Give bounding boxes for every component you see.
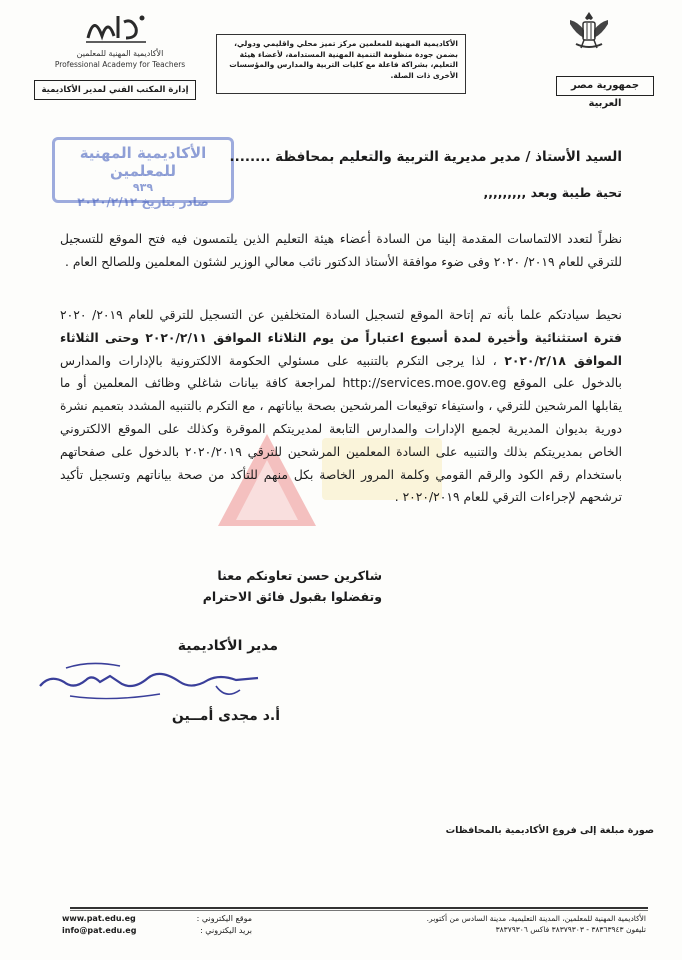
- closing-thanks: شاكرين حسن تعاونكم معنا: [217, 568, 382, 583]
- paragraph-1: نظراً لتعدد الالتماسات المقدمة إلينا من السادة أعضاء هيئة التعليم الذين يلتمسون فيه فتح الموقع للتسجيل للترقي للعام ٢٠١٩/ ٢٠٢٠ وفى ضوء موافقة الأستاذ الدكتور نائب معالي الوزير لشئون المعلمين وللصالح العام .: [60, 232, 622, 269]
- paragraph-2-intro: نحيط سيادتكم علما بأنه تم إتاحة الموقع لتسجيل السادة المتخلفين عن التسجيل للترقي للعام ٢٠١٩/ ٢٠٢٠: [60, 308, 622, 322]
- academy-mission-box: الأكاديمية المهنية للمعلمين مركز تميز محلي واقليمي ودولي، بضمن جودة منظومة التنمية المهنية المستدامة، لأعضاء هيئة التعليم، بشراكة فاعلة مع كليات التربية والمدارس والمؤسسات الأخرى ذات الصلة.: [216, 34, 466, 94]
- closing-regards: وتفضلوا بقبول فائق الاحترام: [202, 589, 382, 604]
- greeting: تحية طيبة وبعد ,,,,,,,,,: [483, 185, 622, 200]
- addressee: السيد الأستاذ / مدير مديرية التربية والتعليم بمحافظة ........: [229, 149, 622, 165]
- academy-logo-icon: [80, 8, 152, 46]
- website-label: موقع اليكتروني :: [196, 914, 252, 923]
- signature-title: مدير الأكاديمية: [177, 638, 278, 654]
- moe-services-link[interactable]: http://services.moe.gov.eg: [342, 376, 507, 391]
- office-label: إدارة المكتب الفني لمدير الأكاديمية: [34, 80, 196, 100]
- email-label: بريد اليكتروني :: [200, 926, 252, 935]
- stamp-number: ٩٣٩: [132, 181, 154, 194]
- paragraph-2-request: ، لذا يرجى التكرم بالتنبيه على مسئولي الحكومة الالكترونية بالإدارات والمدارس بالدخول على الموقع: [60, 353, 622, 391]
- academy-name-en: Professional Academy for Teachers: [54, 60, 186, 69]
- footer-web: [62, 913, 252, 937]
- signature-name: أ.د مجدى أمــين: [171, 708, 280, 724]
- copy-notice: صورة مبلغة إلى فروع الأكاديمية بالمحافظات: [445, 825, 654, 836]
- academy-name-ar: الأكاديمية المهنية للمعلمين: [76, 49, 164, 58]
- paragraph-2: [60, 304, 622, 509]
- footer-divider-thin: [70, 910, 648, 911]
- signature-icon: [30, 656, 270, 710]
- footer-address: الأكاديمية المهنية للمعلمين، المدينة التعليمية، مدينة السادس من أكتوبر.: [426, 914, 646, 923]
- stamp-line-1: الأكاديمية المهنية للمعلمين: [79, 144, 207, 180]
- country-label: جمهورية مصر العربية: [556, 76, 654, 96]
- email-link[interactable]: info@pat.edu.eg: [62, 926, 137, 935]
- footer-phones: تليفون ٣٨٣٦٣٩٤٣ - ٣٨٣٧٩٣٠٣ فاكس ٣٨٣٧٩٣٠٦: [495, 925, 646, 934]
- incoming-stamp: [52, 137, 234, 209]
- website-link[interactable]: www.pat.edu.eg: [62, 914, 136, 923]
- stamp-date: صادر بتاريخ ٢٠٢٠/٢/١٢: [77, 195, 209, 209]
- eagle-emblem-icon: [566, 10, 612, 54]
- footer-divider: [70, 907, 648, 909]
- paragraph-2-details: لمراجعة كافة بيانات شاغلي وظائف المعلمين أو ما يقابلها المرشحين للترقي ، واستيفاء توقيعات المرشحين بصحة بياناتهم ، مع التكرم بالتنبيه المشدد بتعميم نشرة دورية بديوان المديرية لجميع الإدارات والمدارس التابعة لمديريتكم الموقرة وكذلك على الموقع الالكتروني الخاص بمديريتكم بذلك والتنبيه على السادة المعلمين المرشحين للترقي ٢٠٢٠/٢٠١٩ بالدخول على صفحاتهم باستخدام رقم الكود والرقم القومي وكلمة المرور الخاصة بكل منهم للتأكد من صحة بياناتهم وتسجيل تأكيد ترشحهم لإجراءات الترقي للعام ٢٠٢٠/٢٠١٩ .: [60, 376, 622, 505]
- footer-contact: [226, 913, 646, 935]
- paragraph-2-period: فترة استثنائية وأخيرة لمدة أسبوع اعتباراً من يوم الثلاثاء الموافق ٢٠٢٠/٢/١١ وحتى الثلاثاء الموافق ٢٠٢٠/٢/١٨: [60, 330, 623, 368]
